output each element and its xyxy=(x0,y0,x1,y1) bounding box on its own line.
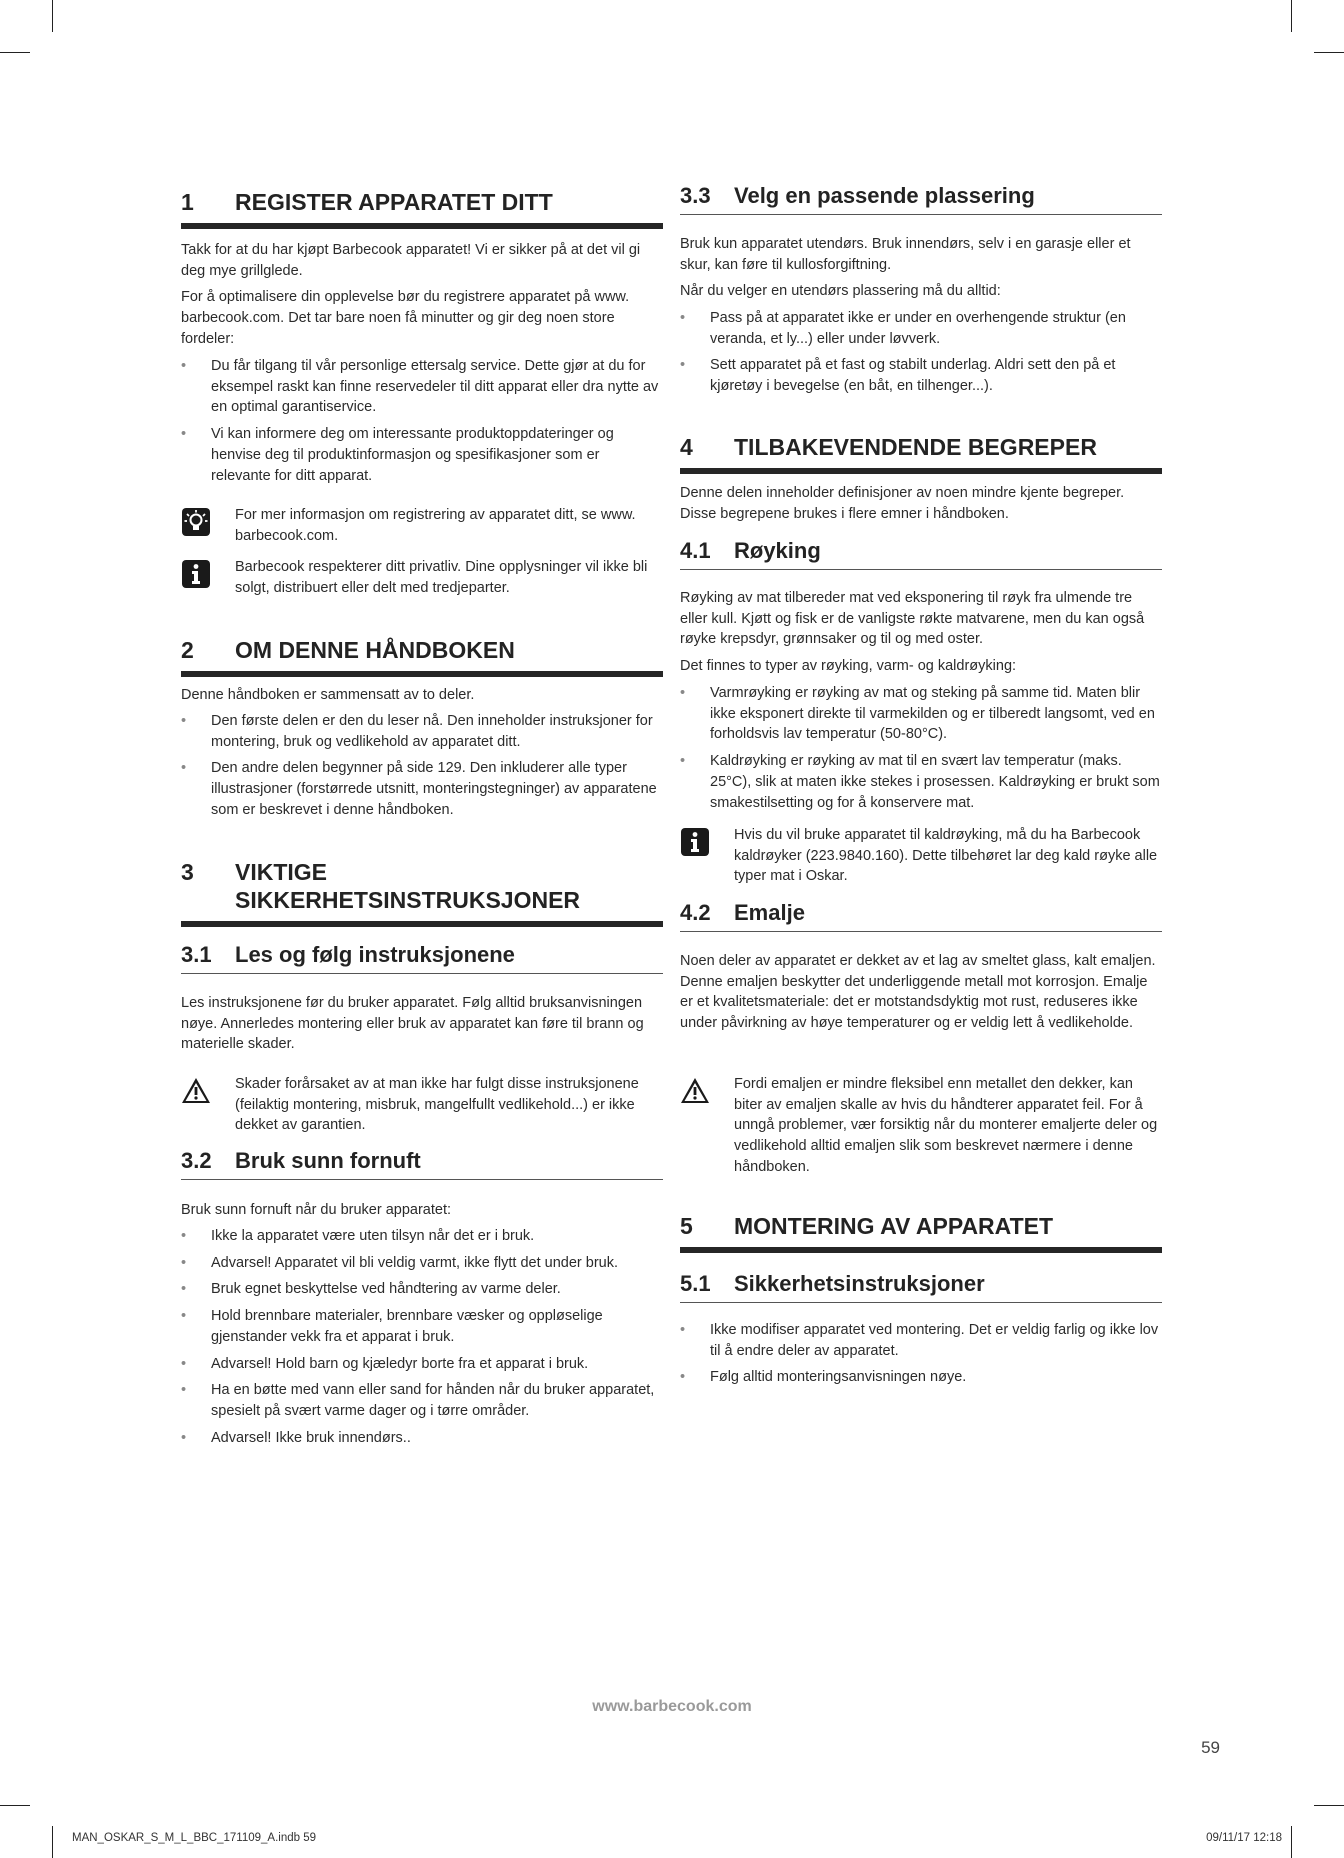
bullet-list xyxy=(181,1226,663,1454)
section-number: 3 xyxy=(181,859,194,885)
list-item: • Ha en bøtte med vann eller sand for hånden når du bruker apparatet, spesielt på svært varme dager og i tørre områder. xyxy=(181,1382,655,1419)
subsection-heading xyxy=(181,941,663,974)
list-item: • Hold brennbare materialer, brennbare væsker og oppløselige gjenstander vekk fra et apparat i bruk. xyxy=(181,1308,603,1345)
warning-note xyxy=(181,1074,663,1136)
subsection-heading xyxy=(181,1147,663,1180)
section-heading xyxy=(680,1212,1162,1253)
subsection-title: Røyking xyxy=(734,538,821,563)
print-slug-file: MAN_OSKAR_S_M_L_BBC_171109_A.indb 59 xyxy=(72,1832,316,1844)
crop-mark xyxy=(1314,52,1344,53)
paragraph-text: Les instruksjonene før du bruker apparatet. Følg alltid bruksanvisningen nøye. Annerledes montering eller bruk av apparatet kan føre til brann og materielle skader. xyxy=(181,995,644,1053)
warning-triangle-icon xyxy=(680,1076,710,1106)
paragraph xyxy=(680,951,1162,1034)
list-item: • Ikke la apparatet være uten tilsyn når det er i bruk. xyxy=(181,1228,535,1244)
paragraph-text: Takk for at du har kjøpt Barbecook apparatet! Vi er sikker på at det vil gi deg mye grillglede. xyxy=(181,242,641,279)
subsection-title: Les og følg instruksjonene xyxy=(235,942,515,967)
info-note xyxy=(181,557,663,598)
section-title-line: VIKTIGE xyxy=(235,859,328,885)
list-item: • Kaldrøyking er røyking av mat til en svært lav temperatur (maks. 25°C), slik at maten ikke stekes i prosessen. Kaldrøyking er brukt som smakestilsetting og for å konservere mat. xyxy=(680,753,1160,811)
website-url: www.barbecook.com xyxy=(592,1698,752,1715)
bullet-list xyxy=(181,356,663,492)
paragraph xyxy=(181,993,663,1055)
section-title: MONTERING AV APPARATET xyxy=(734,1213,1054,1239)
list-item: • Du får tilgang til vår personlige ettersalg service. Dette gjør at du for eksempel raskt kan finne reservedeler til ditt apparat eller dra nytte av en optimal garantiservice. xyxy=(181,358,659,416)
crop-mark xyxy=(0,1805,30,1806)
section-title xyxy=(235,858,580,914)
bullet-list xyxy=(181,711,663,827)
paragraph xyxy=(680,483,1162,524)
section-heading xyxy=(181,636,663,677)
warning-triangle-icon xyxy=(181,1076,211,1106)
info-icon xyxy=(680,827,710,857)
subsection-title: Bruk sunn fornuft xyxy=(235,1148,421,1173)
crop-mark xyxy=(0,52,30,53)
note-text: Hvis du vil bruke apparatet til kaldrøyking, må du ha Barbecook kaldrøyker (223.9840.160). Dette tilbehøret lar deg kald røyke alle typer mat i Oskar. xyxy=(734,827,1158,885)
subsection-number: 3.2 xyxy=(181,1148,212,1173)
section-title: REGISTER APPARATET DITT xyxy=(235,189,553,215)
section-title-line: SIKKERHETSINSTRUKSJONER xyxy=(235,887,581,913)
section-heading xyxy=(680,433,1162,474)
crop-mark xyxy=(52,1826,53,1858)
info-note xyxy=(680,825,1162,887)
subsection-heading xyxy=(680,182,1162,215)
list-item: • Advarsel! Apparatet vil bli veldig varmt, ikke flytt det under bruk. xyxy=(181,1254,618,1271)
crop-mark xyxy=(1314,1805,1344,1806)
paragraph-text: Denne delen inneholder definisjoner av noen mindre kjente begreper. Disse begrepene brukes i flere emner i håndboken. xyxy=(680,485,1125,522)
subsection-title: Velg en passende plassering xyxy=(734,183,1035,208)
paragraph xyxy=(680,588,1162,677)
subsection-heading xyxy=(680,1270,1162,1303)
warning-note xyxy=(680,1074,1162,1178)
crop-mark xyxy=(1291,0,1292,32)
section-number: 1 xyxy=(181,189,194,215)
note-text: Skader forårsaket av at man ikke har fulgt disse instruksjonene (feilaktig montering, misbruk, mangelfullt vedlikehold...) er ikke dekket av garantien. xyxy=(235,1076,639,1134)
subsection-number: 4.2 xyxy=(680,900,711,925)
lightbulb-icon xyxy=(181,507,211,537)
section-title: TILBAKEVENDENDE BEGREPER xyxy=(734,434,1097,460)
note-text: Fordi emaljen er mindre fleksibel enn metallet den dekker, kan biter av emaljen skalle av hvis du håndterer apparatet feil. For å unngå problemer, vær forsiktig når du monterer emaljerte deler og vedlikehold alltid emaljen slik som beskrevet nærmere i denne håndboken. xyxy=(734,1076,1158,1175)
section-heading xyxy=(181,858,663,927)
paragraph xyxy=(181,1200,663,1221)
paragraph-text: For å optimalisere din opplevelse bør du registrere apparatet på www. barbecook.com. Det tar bare noen få minutter og gir deg noen store fordeler: xyxy=(181,289,630,347)
paragraph-text: Røyking av mat tilbereder mat ved eksponering til røyk fra ulmende tre eller kull. Kjøtt og fisk er de vanligste røkte matvarene, men du kan også røyke krepsdyr, grønnsaker og til og med oster. xyxy=(680,590,1145,648)
print-slug-date: 09/11/17 12:18 xyxy=(1206,1832,1282,1844)
paragraph-text: Bruk kun apparatet utendørs. Bruk innendørs, selv i en garasje eller et skur, kan føre til kullosforgiftning. xyxy=(680,236,1131,273)
subsection-title: Emalje xyxy=(734,900,805,925)
note-text: Barbecook respekterer ditt privatliv. Dine opplysninger vil ikke bli solgt, distribuert eller delt med tredjeparter. xyxy=(235,559,648,596)
paragraph-text: Bruk sunn fornuft når du bruker apparatet: xyxy=(181,1202,452,1218)
paragraph-text: Denne håndboken er sammensatt av to deler. xyxy=(181,687,475,703)
list-item: • Pass på at apparatet ikke er under en overhengende struktur (en veranda, et ly...) eller under løvverk. xyxy=(680,310,1126,347)
paragraph xyxy=(181,685,663,706)
page-number: 59 xyxy=(1201,1738,1220,1757)
list-item: • Følg alltid monteringsanvisningen nøye. xyxy=(680,1369,967,1386)
list-item: • Advarsel! Hold barn og kjæledyr borte fra et apparat i bruk. xyxy=(181,1355,589,1372)
section-number: 5 xyxy=(680,1213,693,1239)
list-item: • Den første delen er den du leser nå. Den inneholder instruksjoner for montering, bruk og vedlikehold av apparatet ditt. xyxy=(181,713,653,750)
list-item: • Bruk egnet beskyttelse ved håndtering av varme deler. xyxy=(181,1281,561,1298)
bullet-list xyxy=(680,1320,1162,1394)
paragraph-text: Det finnes to typer av røyking, varm- og kaldrøyking: xyxy=(680,658,1017,675)
list-item: • Advarsel! Ikke bruk innendørs.. xyxy=(181,1429,411,1446)
info-icon xyxy=(181,559,211,589)
subsection-heading xyxy=(680,899,1162,932)
section-number: 2 xyxy=(181,637,194,663)
crop-mark xyxy=(1291,1826,1292,1858)
list-item: • Sett apparatet på et fast og stabilt underlag. Aldri sett den på et kjøretøy i bevegelse (en båt, en tilhenger...). xyxy=(680,357,1116,395)
list-item: • Vi kan informere deg om interessante produktoppdateringer og henvise deg til produktinformasjon og spesifikasjoner som er relevante for ditt apparat. xyxy=(181,426,614,484)
subsection-number: 3.1 xyxy=(181,942,212,967)
tip-note xyxy=(181,505,663,546)
paragraph xyxy=(181,240,663,350)
bullet-list xyxy=(680,683,1162,819)
subsection-number: 4.1 xyxy=(680,538,711,563)
subsection-number: 3.3 xyxy=(680,183,711,208)
subsection-title: Sikkerhetsinstruksjoner xyxy=(734,1271,985,1296)
list-item: • Den andre delen begynner på side 129. Den inkluderer alle typer illustrasjoner (forstørrede utsnitt, monteringstegninger) av apparatene som er beskrevet i denne håndboken. xyxy=(181,760,657,818)
list-item: • Ikke modifiser apparatet ved montering. Det er veldig farlig og ikke lov til å endre deler av apparatet. xyxy=(680,1322,1159,1359)
paragraph xyxy=(680,234,1162,302)
section-heading xyxy=(181,188,663,229)
section-title: OM DENNE HÅNDBOKEN xyxy=(235,637,515,663)
crop-mark xyxy=(52,0,53,32)
section-number: 4 xyxy=(680,434,693,460)
note-text: For mer informasjon om registrering av apparatet ditt, se www. barbecook.com. xyxy=(235,507,636,544)
bullet-list xyxy=(680,308,1162,403)
paragraph-text: Når du velger en utendørs plassering må du alltid: xyxy=(680,283,1001,300)
paragraph-text: Noen deler av apparatet er dekket av et lag av smeltet glass, kalt emaljen. Denne emaljen beskytter det underliggende metall mot korrosjon. Emalje er et kvalitetsmateriale: det er motstandsdyktig mot rust, reduseres ikke under påvirkning av høye temperaturer og er veldig lett å vedlikeholde. xyxy=(680,953,1156,1032)
list-item: • Varmrøyking er røyking av mat og steking på samme tid. Maten blir ikke eksponert direkte til varmekilden og er tilberedt langsomt, ved en forholdsvis lav temperatur (50-80°C). xyxy=(680,685,1155,743)
subsection-heading xyxy=(680,537,1162,570)
subsection-number: 5.1 xyxy=(680,1271,711,1296)
